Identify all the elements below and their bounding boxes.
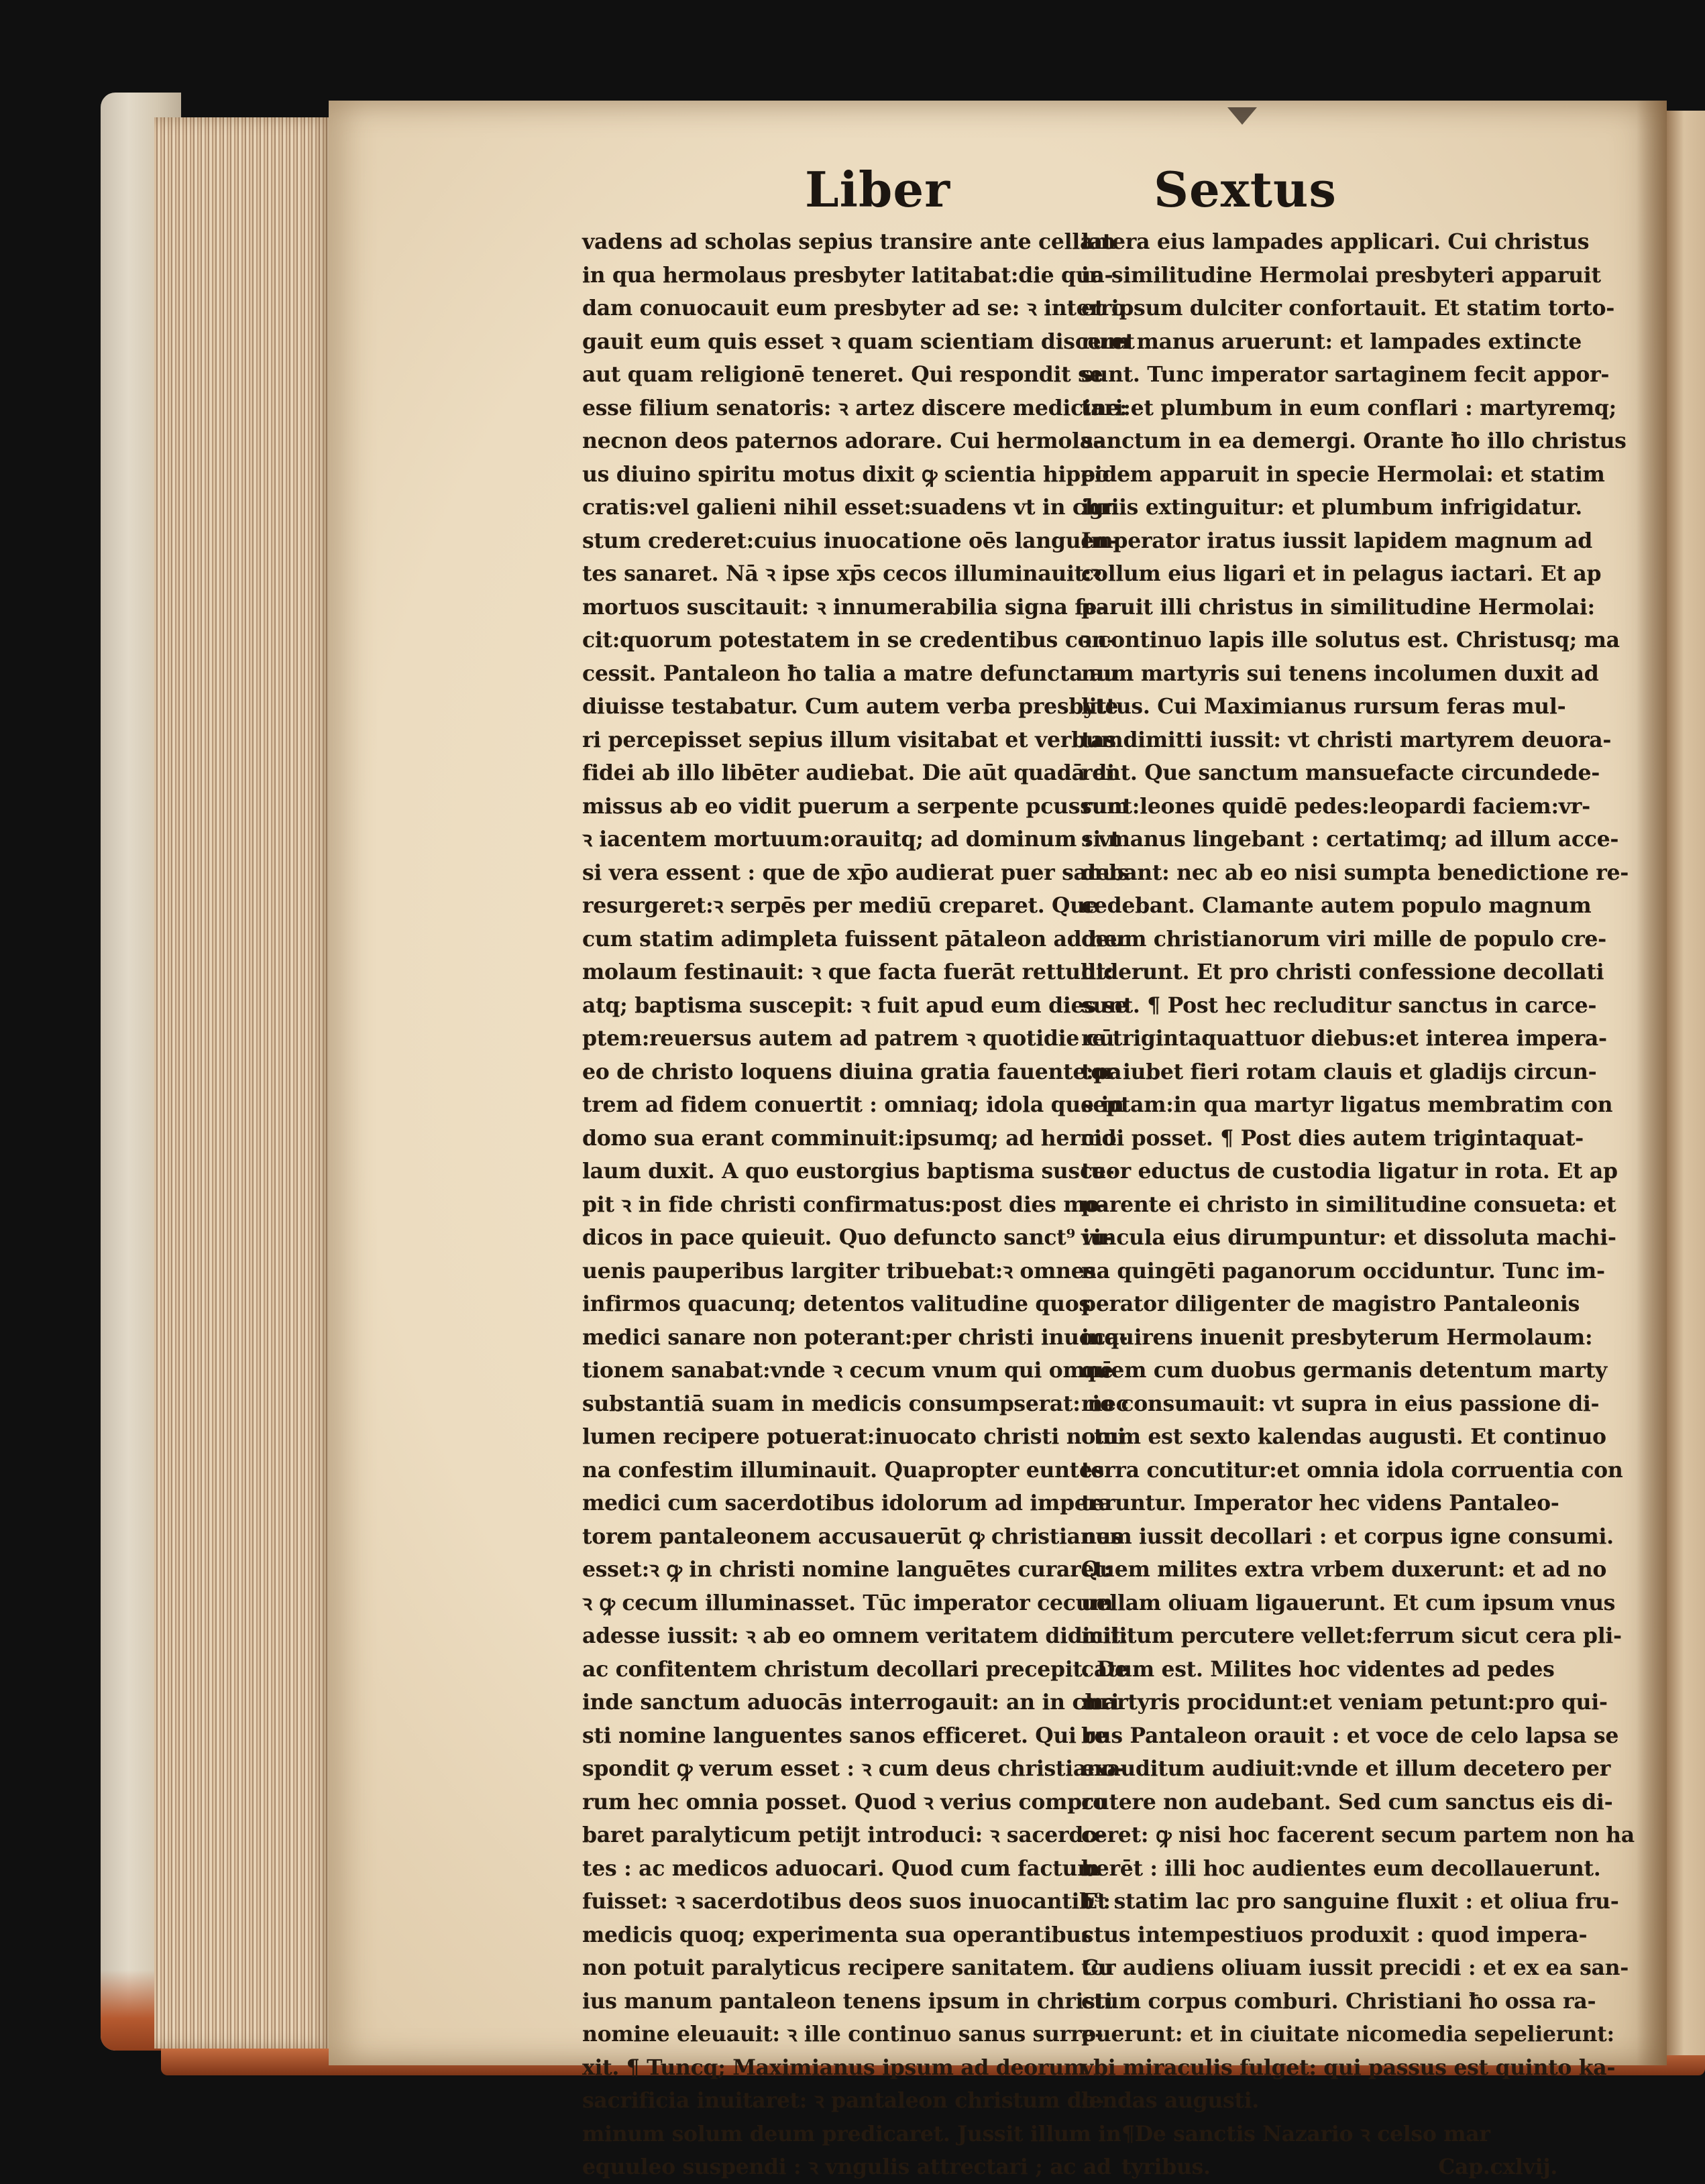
text-line: equuleo suspendi : ꝛ vngulis attrectari ; ac ad: [582, 2154, 1111, 2179]
text-line: diuisse testabatur. Cum autem verba presbyte: [582, 694, 1119, 719]
chapter-heading-line: [1081, 2150, 1571, 2184]
text-line: fuisset: ꝛ sacerdotibus deos suos inuocantib⁹:: [582, 1889, 1111, 1914]
text-line: cratis:vel galieni nihil esset:suadens vt in chri: [582, 495, 1119, 520]
text-line: littus. Cui Maximianus rursum feras mul-: [1081, 694, 1566, 719]
text-line: cedebant. Clamante autem populo magnum: [1081, 893, 1592, 918]
text-line: laum duxit. A quo eustorgius baptisma susce-: [582, 1159, 1115, 1184]
text-line: teruntur. Imperator hec videns Pantaleo-: [1081, 1491, 1559, 1515]
text-line: uellam oliuam ligauerunt. Et cum ipsum vnus: [1081, 1590, 1616, 1615]
text-line: fidei ab illo libēter audiebat. Die aūt quadā di: [582, 760, 1115, 785]
text-line: sanctum in ea demergi. Orante ħo illo christus: [1081, 428, 1627, 453]
chapter-heading-title-end: tyribus.: [1121, 2154, 1211, 2179]
text-line: runt:leones quidē pedes:leopardi faciem:vr-: [1081, 793, 1590, 819]
text-line: ptem:reuersus autem ad patrem ꝛ quotidie cū: [582, 1026, 1115, 1051]
text-line: cessit. Pantaleon ħo talia a matre defuncta au: [582, 660, 1119, 686]
text-line: xit. ¶ Tuncq; Maximianus ipsum ad deorum: [582, 2055, 1086, 2080]
text-line: necnon deos paternos adorare. Cui hermola-: [582, 428, 1102, 453]
text-line: eo de christo loquens diuina gratia fauente:pa: [582, 1059, 1122, 1084]
text-line: ꝛ continuo lapis ille solutus est. Christusq; ma: [1081, 628, 1620, 652]
text-line: rent. Que sanctum mansuefacte circundede-: [1081, 760, 1600, 785]
text-line: sunt. Tunc imperator sartaginem fecit appor-: [1081, 362, 1610, 387]
text-line: ius manum pantaleon tenens ipsum in christi: [582, 1988, 1113, 2014]
text-line: esset:ꝛ ꝙ in christi nomine languētes curaret:: [582, 1557, 1111, 1582]
text-line: rio consumauit: vt supra in eius passione di-: [1081, 1391, 1600, 1416]
text-line: sacrificia inuitaret: ꝛ pantaleon christum do-: [582, 2088, 1104, 2113]
text-column-left: [582, 225, 1135, 2184]
text-line: ꝛ ꝙ cecum illuminasset. Tūc imperator cecum: [582, 1590, 1113, 1615]
text-line: ctum est sexto kalendas augusti. Et continuo: [1081, 1424, 1606, 1449]
text-line: et ipsum dulciter confortauit. Et statim torto-: [1081, 296, 1614, 321]
text-line: ri percepisset sepius illum visitabat et verbum: [582, 727, 1123, 752]
running-head-right: Sextus: [1154, 161, 1337, 218]
text-line: trem ad fidem conuertit : omniaq; idola que in: [582, 1092, 1124, 1117]
text-line: tari:et plumbum in eum conflari : martyremq;: [1081, 395, 1616, 420]
text-line: ctus intempestiuos produxit : quod impera-: [1081, 1922, 1588, 1947]
text-line: domo sua erant comminuit:ipsumq; ad hermo: [582, 1125, 1117, 1151]
text-line: aut quam religionē teneret. Qui respondit se: [582, 362, 1103, 387]
text-line: spondit ꝙ verum esset : ꝛ cum deus christiano-: [582, 1756, 1125, 1781]
text-line: debant: nec ab eo nisi sumpta benedictione re-: [1081, 860, 1629, 885]
text-line: vadens ad scholas sepius transire ante cellam: [582, 229, 1116, 254]
text-line: non potuit paralyticus recipere sanitatem. Cu: [582, 1955, 1114, 1980]
text-line: perator diligenter de magistro Pantaleonis: [1081, 1291, 1580, 1316]
text-line: si vera essent : que de xp̄o audierat puer sanus: [582, 860, 1130, 885]
text-line: us diuino spiritu motus dixit ꝙ scientia hippo: [582, 461, 1109, 487]
text-line: quem cum duobus germanis detentum marty: [1081, 1358, 1607, 1383]
text-line: adesse iussit: ꝛ ab eo omnem veritatem didicit:: [582, 1623, 1128, 1648]
text-line: dam conuocauit eum presbyter ad se: ꝛ interro: [582, 296, 1125, 321]
text-line: cutere non audebant. Sed cum sanctus eis di-: [1081, 1789, 1613, 1815]
text-line: rum hec omnia posset. Quod ꝛ verius compro: [582, 1789, 1107, 1815]
text-line: ꝛ iacentem mortuum:orauitq; ad dominum : vt: [582, 827, 1120, 852]
text-line: Et statim lac pro sanguine fluxit : et oliua fru-: [1081, 1889, 1619, 1914]
text-line: medici sanare non poterant:per christi inuoca-: [582, 1324, 1128, 1350]
text-line: si manus lingebant : certatimq; ad illum acce-: [1081, 827, 1619, 852]
text-line: sunt. ¶ Post hec recluditur sanctus in carce-: [1081, 992, 1597, 1018]
chapter-heading-line: ¶De sanctis Nazario ꝛ celso mar: [1121, 2121, 1490, 2146]
text-line: lumen recipere potuerat:inuocato christi nomi: [582, 1424, 1125, 1449]
text-line: baret paralyticum petijt introduci: ꝛ sacerdo-: [582, 1823, 1106, 1847]
text-line: gauit eum quis esset ꝛ quam scientiam disceret: [582, 329, 1135, 354]
text-line: bus Pantaleon orauit : et voce de celo lapsa se: [1081, 1723, 1619, 1748]
text-line: pit ꝛ in fide christi confirmatus:post dies mo-: [582, 1192, 1108, 1217]
text-line: na quingēti paganorum occiduntur. Tunc im-: [1081, 1258, 1605, 1283]
text-line: Imperator iratus iussit lapidem magnum ad: [1081, 528, 1592, 553]
text-line: deum christianorum viri mille de populo cre-: [1081, 926, 1606, 952]
text-line: tuor eductus de custodia ligatur in rota. Et ap: [1081, 1159, 1618, 1184]
text-line: minum solum deum predicaret. Jussit illum in: [582, 2121, 1121, 2146]
text-line: torem pantaleonem accusauerūt ꝙ christianus: [582, 1524, 1123, 1549]
text-line: exauditum audiuit:vnde et illum decetero per: [1081, 1756, 1611, 1781]
chapter-number: Cap.cxlvij.: [1438, 2154, 1557, 2179]
text-line: Quem milites extra vrbem duxerunt: et ad no: [1081, 1557, 1607, 1582]
text-line: rum manus aruerunt: et lampades extincte: [1081, 329, 1582, 354]
text-line: infirmos quacunq; detentos valitudine quos: [582, 1291, 1091, 1316]
text-line: molaum festinauit: ꝛ que facta fuerāt rettulit:: [582, 960, 1113, 984]
text-line: substantiā suam in medicis consumpserat: nec: [582, 1391, 1129, 1416]
running-head-left: Liber: [805, 161, 951, 218]
text-line: martyris procidunt:et veniam petunt:pro qui-: [1081, 1690, 1608, 1715]
text-line: re trigintaquattuor diebus:et interea impera-: [1081, 1026, 1607, 1051]
text-line: stum crederet:cuius inuocatione oēs languen-: [582, 528, 1118, 553]
text-line: ctum corpus comburi. Christiani ħo ossa ra-: [1081, 1988, 1596, 2014]
text-line: militum percutere vellet:ferrum sicut cera pli-: [1081, 1623, 1622, 1648]
text-line: atq; baptisma suscepit: ꝛ fuit apud eum dies se: [582, 992, 1128, 1018]
text-line: missus ab eo vidit puerum a serpente pcussum: [582, 793, 1130, 819]
text-line: cidi posset. ¶ Post dies autem trigintaquat-: [1081, 1125, 1584, 1151]
text-line: esse filium senatoris: ꝛ artez discere medicine:: [582, 395, 1128, 420]
text-line: puerunt: et in ciuitate nicomedia sepelierunt:: [1081, 2022, 1614, 2047]
text-line: tor audiens oliuam iussit precidi : et ex ea san-: [1081, 1955, 1629, 1980]
text-line: tes : ac medicos aduocari. Quod cum factum: [582, 1855, 1100, 1881]
text-line: uenis pauperibus largiter tribuebat:ꝛ omnes: [582, 1258, 1096, 1283]
page-gutter: [1637, 101, 1667, 2065]
text-line: num martyris sui tenens incolumen duxit ad: [1081, 660, 1599, 686]
facing-page-edge: [1667, 111, 1705, 2055]
page-stack-edges: [154, 117, 335, 2049]
text-line: ignis extinguitur: et plumbum infrigidatur.: [1081, 495, 1582, 520]
text-line: latera eius lampades applicari. Cui christus: [1081, 229, 1590, 254]
text-line: parente ei christo in similitudine consueta: et: [1081, 1192, 1616, 1217]
text-line: diderunt. Et pro christi confessione decollati: [1081, 960, 1604, 984]
text-line: inde sanctum aduocās interrogauit: an in chri: [582, 1690, 1119, 1715]
text-line: tor iubet fieri rotam clauis et gladijs circun-: [1081, 1059, 1597, 1084]
text-line: terra concutitur:et omnia idola corruentia con: [1081, 1457, 1623, 1483]
text-line: paruit illi christus in similitudine Hermolai:: [1081, 594, 1595, 620]
text-line: catum est. Milites hoc videntes ad pedes: [1081, 1656, 1555, 1682]
text-line: vincula eius dirumpuntur: et dissoluta machi-: [1081, 1225, 1616, 1250]
text-line: tas dimitti iussit: vt christi martyrem deuora-: [1081, 727, 1612, 752]
text-line: medicis quoq; experimenta sua operantibus: [582, 1922, 1093, 1947]
text-line: lendas augusti.: [1081, 2088, 1260, 2113]
text-column-right: [1081, 225, 1635, 2184]
text-line: tes sanaret. Nā ꝛ ipse xp̄s cecos illuminauit:ꝛ: [582, 561, 1101, 586]
text-line: nomine eleuauit: ꝛ ille continuo sanus surre-: [582, 2022, 1103, 2047]
text-line: ceret: ꝙ nisi hoc facerent secum partem non ha: [1081, 1823, 1635, 1847]
text-line: sti nomine languentes sanos efficeret. Qui re: [582, 1723, 1108, 1748]
text-line: nem iussit decollari : et corpus igne consumi.: [1081, 1524, 1614, 1549]
text-line: na confestim illuminauit. Quapropter euntes: [582, 1457, 1105, 1483]
text-line: in similitudine Hermolai presbyteri apparuit: [1081, 262, 1601, 288]
text-line: cum statim adimpleta fuissent pātaleon ad her: [582, 926, 1128, 952]
text-line: septam:in qua martyr ligatus membratim con: [1081, 1092, 1613, 1117]
text-line: tionem sanabat:vnde ꝛ cecum vnum qui omnē: [582, 1358, 1113, 1383]
corner-mark-icon: [1227, 107, 1257, 125]
text-line: eidem apparuit in specie Hermolai: et statim: [1081, 461, 1605, 487]
text-line: ac confitentem christum decollari precepit. De: [582, 1656, 1128, 1682]
text-line: dicos in pace quieuit. Quo defuncto sanct⁹ iu-: [582, 1225, 1114, 1250]
text-line: inquirens inuenit presbyterum Hermolaum:: [1081, 1324, 1593, 1350]
text-line: medici cum sacerdotibus idolorum ad impera: [582, 1491, 1112, 1515]
text-line: vbi miraculis fulget: qui passus est quinto ka-: [1081, 2055, 1616, 2080]
text-line: berēt : illi hoc audientes eum decollauerunt.: [1081, 1855, 1601, 1881]
text-line: resurgeret:ꝛ serpēs per mediū creparet. Que: [582, 893, 1099, 918]
text-line: cit:quorum potestatem in se credentibus con-: [582, 628, 1115, 652]
text-line: collum eius ligari et in pelagus iactari. Et ap: [1081, 561, 1602, 586]
text-line: in qua hermolaus presbyter latitabat:die qua-: [582, 262, 1113, 288]
text-line: mortuos suscitauit: ꝛ innumerabilia signa fe-: [582, 594, 1106, 620]
